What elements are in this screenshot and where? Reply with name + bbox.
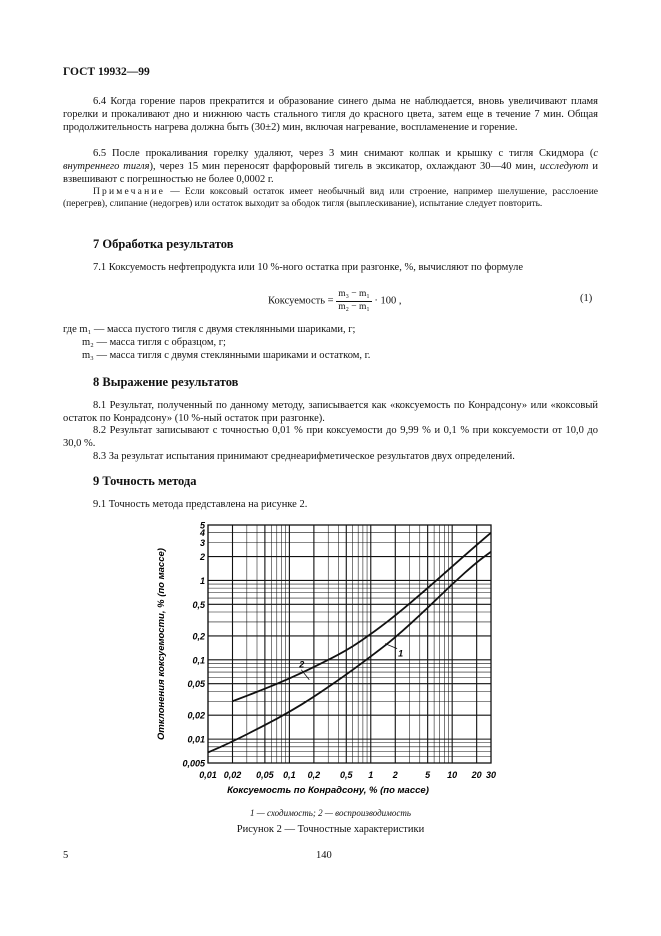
paragraph-7-1: 7.1 Коксуемость нефтепродукта или 10 %-ного остатка при разгонке, %, вычисляют по формуле bbox=[93, 262, 523, 273]
paragraph-8-2: 8.2 Результат записывают с точностью 0,01 % при коксуемости до 9,99 % и 0,1 % при коксуемости от 10,0 до 30,0 %. bbox=[63, 425, 598, 449]
y-tick-label: 3 bbox=[199, 538, 205, 549]
y-tick-label: 4 bbox=[199, 528, 205, 539]
x-tick-labels bbox=[199, 770, 496, 780]
y-tick-label: 0,2 bbox=[192, 631, 205, 642]
y-tick-label: 5 bbox=[199, 520, 205, 531]
x-tick-label: 5 bbox=[425, 770, 431, 780]
text-run-italic: с внутреннего тигля bbox=[63, 148, 598, 172]
variable-m1: где m₁ — масса пустого тигля с двумя стеклянными шариками, г; bbox=[63, 324, 356, 335]
page-number-center: 140 bbox=[316, 850, 332, 861]
formula-lhs: Коксуемость = bbox=[268, 295, 334, 307]
formula-denominator: m₂ − m₁ bbox=[338, 301, 370, 312]
y-axis-label: Отклонения коксуемости, % (по массе) bbox=[156, 548, 167, 740]
precision-chart bbox=[150, 515, 510, 800]
x-tick-label: 0,5 bbox=[340, 770, 353, 780]
formula bbox=[268, 289, 402, 313]
page-number-left: 5 bbox=[63, 850, 69, 861]
y-tick-label: 1 bbox=[199, 575, 205, 586]
y-tick-label: 0,005 bbox=[182, 758, 205, 769]
y-tick-label: 0,5 bbox=[192, 599, 205, 610]
note-text: — Если коксовый остаток имеет необычный вид или строение, например шелушение, расслоение (перегрев), слипание (недогрев) или остаток выходит за ободок тигля (выплескивание), испытание следует повторить. bbox=[63, 187, 598, 210]
page-header: ГОСТ 19932—99 bbox=[63, 66, 150, 78]
x-tick-label: 30 bbox=[485, 770, 497, 780]
text-run: и взвешивают с погрешностью не более 0,0002 г. bbox=[63, 160, 598, 185]
x-axis-label: Коксуемость по Конрадсону, % (по массе) bbox=[227, 785, 429, 796]
variable-m3: m₃ — масса тигля с двумя стеклянными шариками и остатком, г. bbox=[82, 350, 371, 361]
x-tick-label: 0,01 bbox=[199, 770, 217, 780]
figure-legend bbox=[0, 808, 661, 819]
paragraph-6-4: 6.4 Когда горение паров прекратится и образование синего дыма не наблюдается, вновь увеличивают пламя горелки и прокаливают дно и нижнюю часть стального тигля до красного цвета, затем еще в течение 7 мин. Общая продолжительность нагрева должна быть (30±2) мин, включая нагревание, воспламенение и горение. bbox=[63, 96, 598, 133]
x-tick-label: 10 bbox=[447, 770, 458, 780]
curve-1-label: 1 bbox=[398, 648, 404, 659]
x-tick-label: 0,02 bbox=[223, 770, 242, 780]
text-run: 6.5 После прокаливания горелку удаляют, через 3 мин снимают колпак и крышку с тигля Скидмора ( bbox=[93, 148, 594, 159]
x-tick-label: 2 bbox=[392, 770, 398, 780]
x-tick-label: 0,05 bbox=[256, 770, 274, 780]
text-run: ), через 15 мин переносят фарфоровый тигель в эксикатор, охлаждают 30—40 мин, bbox=[149, 160, 540, 172]
y-tick-label: 2 bbox=[199, 552, 205, 563]
paragraph-8-1: 8.1 Результат, полученный по данному методу, записывается как «коксуемость по Конрадсону» или «коксовый остаток по Конрадсону» (10 %-ный остаток при разгонке). bbox=[63, 400, 598, 424]
x-tick-label: 0,1 bbox=[283, 770, 296, 780]
formula-numerator: m₃ − m₁ bbox=[336, 289, 372, 302]
curve-2-label: 2 bbox=[299, 659, 305, 670]
note-block bbox=[63, 186, 598, 211]
text-run-italic: исследуют bbox=[539, 160, 589, 172]
section-7-title: 7 Обработка результатов bbox=[93, 237, 234, 251]
x-tick-label: 20 bbox=[471, 770, 482, 780]
variable-m2: m₂ — масса тигля с образцом, г; bbox=[82, 337, 226, 348]
chart-grid bbox=[208, 525, 491, 763]
paragraph-8-3: 8.3 За результат испытания принимают среднеарифметическое результатов двух определений. bbox=[93, 451, 515, 462]
x-tick-label: 1 bbox=[368, 770, 374, 780]
formula-fraction bbox=[336, 289, 372, 313]
y-tick-label: 0,1 bbox=[192, 655, 205, 666]
legend-text: 1 — сходимость; 2 — воспроизводимость bbox=[249, 808, 411, 818]
formula-number: (1) bbox=[580, 293, 593, 304]
note-label: Примечание bbox=[93, 187, 166, 197]
section-8-title: 8 Выражение результатов bbox=[93, 375, 239, 389]
y-tick-label: 0,01 bbox=[187, 734, 205, 745]
paragraph-9-1: 9.1 Точность метода представлена на рисунке 2. bbox=[93, 499, 308, 510]
y-tick-label: 0,02 bbox=[187, 710, 205, 721]
section-9-title: 9 Точность метода bbox=[93, 474, 197, 488]
formula-tail: · 100 , bbox=[374, 295, 402, 307]
y-tick-label: 0,05 bbox=[187, 679, 205, 690]
figure-caption: Рисунок 2 — Точностные характеристики bbox=[236, 824, 425, 835]
paragraph-6-5 bbox=[63, 148, 598, 187]
y-tick-labels bbox=[182, 521, 206, 769]
x-tick-label: 0,2 bbox=[307, 770, 321, 780]
